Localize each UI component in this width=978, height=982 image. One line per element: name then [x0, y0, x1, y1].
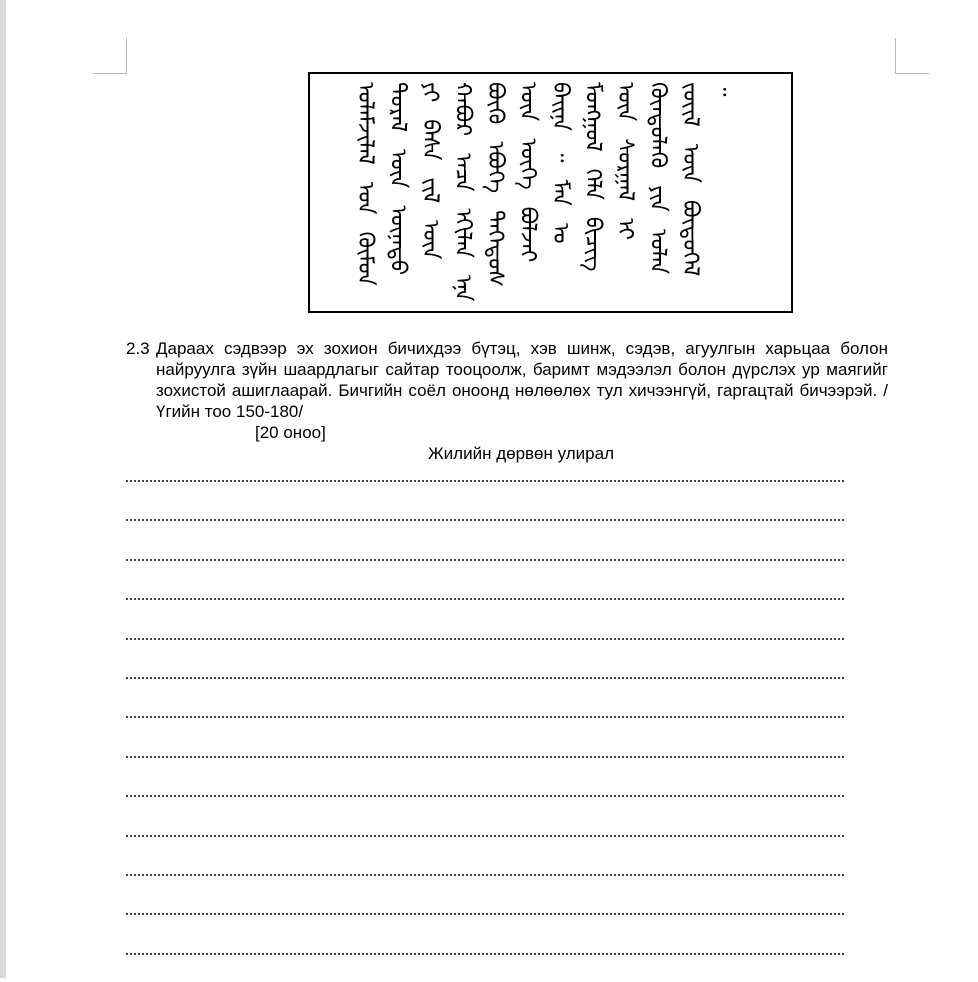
- task-number: 2.3: [126, 339, 150, 358]
- answer-line[interactable]: [126, 864, 844, 903]
- dotted-line: [126, 519, 844, 521]
- crop-mark-top-left: [93, 38, 127, 74]
- dotted-line: [126, 480, 844, 482]
- mongolian-passage: ᠤᠯᠠᠮᠵᠢᠯᠠᠯ ᠤᠨ ᠬᠦᠮᠦᠨ ᠲᠤᠷᠠᠯ ᠦᠨ ᠦᠨᠡᠲᠦ ᠶᠢ ᠪᠠᠰᠠ ᠵᠢᠯ ᠦᠨ ᠬᠠᠪᠤᠷ ᠠᠴᠠ ᠡᠬᠢᠯᠡᠨ ᠡᠨᠡ ᠪᠦᠬᠦ ᠡᠪᠦᠭᠡ ᠳᠡᠭᠡᠳᠦᠰ ᠦᠨ ᠦᠭᠡ ᠪᠣᠯᠵᠠᠢ ᠪᠠᠢᠨᠠ ᠃ ᠮᠠᠨ ᠤ ᠮᠣᠩᠭᠣᠯ ᠬᠡᠯᠡ ᠪᠢᠴᠢᠭ ᠦᠨ ᠰᠤᠷᠭᠠᠯ ᠢ ᠬᠦᠨᠳᠦᠯᠡᠬᠦ ᠶᠢᠨ ᠣᠯᠠᠨ ᠵᠦᠢᠯ ᠦᠨ ᠪᠦᠲᠦᠭᠡᠯ ᠃: [352, 82, 735, 302]
- page-edge-shadow: [0, 0, 6, 978]
- essay-topic-title: Жилийн дөрвөн улирал: [427, 444, 614, 463]
- answer-lines: [126, 470, 844, 982]
- answer-line[interactable]: [126, 825, 844, 864]
- task-instructions: Дараах сэдвээр эх зохион бичихдээ бүтэц, хэв шинж, сэдэв, агуулгын харьцаа болон найруулга зүйн шаардлагыг сайтар тооцоолж, баримт мэдээлэл болон дүрслэх ур маягийг зохистой ашиглаарай. Бичгийн соёл оноонд нөлөөлөх тул хичээнгүй, гаргацтай бичээрэй. /Үгийн тоо 150-180/: [156, 339, 888, 421]
- answer-line[interactable]: [126, 903, 844, 942]
- dotted-line: [126, 638, 844, 640]
- dotted-line: [126, 559, 844, 561]
- dotted-line: [126, 756, 844, 758]
- dotted-line: [126, 716, 844, 718]
- answer-line[interactable]: [126, 667, 844, 706]
- task-2-3: [126, 338, 888, 422]
- answer-line[interactable]: [126, 549, 844, 588]
- dotted-line: [126, 874, 844, 876]
- answer-line[interactable]: [126, 943, 844, 982]
- answer-line[interactable]: [126, 509, 844, 548]
- dotted-line: [126, 835, 844, 837]
- answer-line[interactable]: [126, 628, 844, 667]
- dotted-line: [126, 677, 844, 679]
- crop-mark-top-right: [895, 38, 929, 74]
- mongolian-script-box: [308, 72, 793, 313]
- dotted-line: [126, 795, 844, 797]
- dotted-line: [126, 913, 844, 915]
- answer-line[interactable]: [126, 746, 844, 785]
- answer-line[interactable]: [126, 588, 844, 627]
- task-score: [20 оноо]: [255, 423, 326, 442]
- answer-line[interactable]: [126, 785, 844, 824]
- dotted-line: [126, 598, 844, 600]
- answer-line[interactable]: [126, 470, 844, 509]
- answer-line[interactable]: [126, 706, 844, 745]
- dotted-line: [126, 953, 844, 955]
